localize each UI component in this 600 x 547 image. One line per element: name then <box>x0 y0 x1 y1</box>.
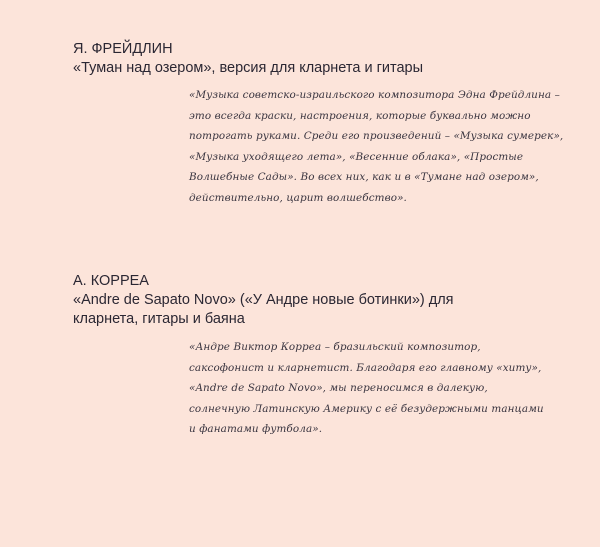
composer-name: А. КОРРЕА <box>73 273 149 289</box>
composer-name: Я. ФРЕЙДЛИН <box>73 41 173 57</box>
work-title: «Туман над озером», версия для кларнета и гитары <box>73 60 423 76</box>
program-entry-correa <box>73 272 583 435</box>
work-description: «Андре Виктор Коррea – бразильский композитор, саксофонист и кларнетист. Благодаря его главному «хиту», «Andre de Sapato Novo», мы переносимся в далекую, солнечную Латинскую Америку с её безудержными танцами и фанатами футбола». <box>189 341 544 435</box>
work-description: «Музыка советско-израильского композитора Эдна Фрейдлина – это всегда краски, настроения, которые буквально можно потрогать руками. Среди его произведений – «Музыка сумерек», «Музыка уходящего лета», «Весенние облака», «Простые Волшебные Сады». Во всех них, как и в «Тумане над озером», действительно, царит волшебство». <box>189 89 564 204</box>
program-entry-freidlin <box>73 40 583 204</box>
work-title: «Andre de Sapato Novo» («У Андре новые ботинки») для кларнета, гитары и баяна <box>73 292 454 327</box>
